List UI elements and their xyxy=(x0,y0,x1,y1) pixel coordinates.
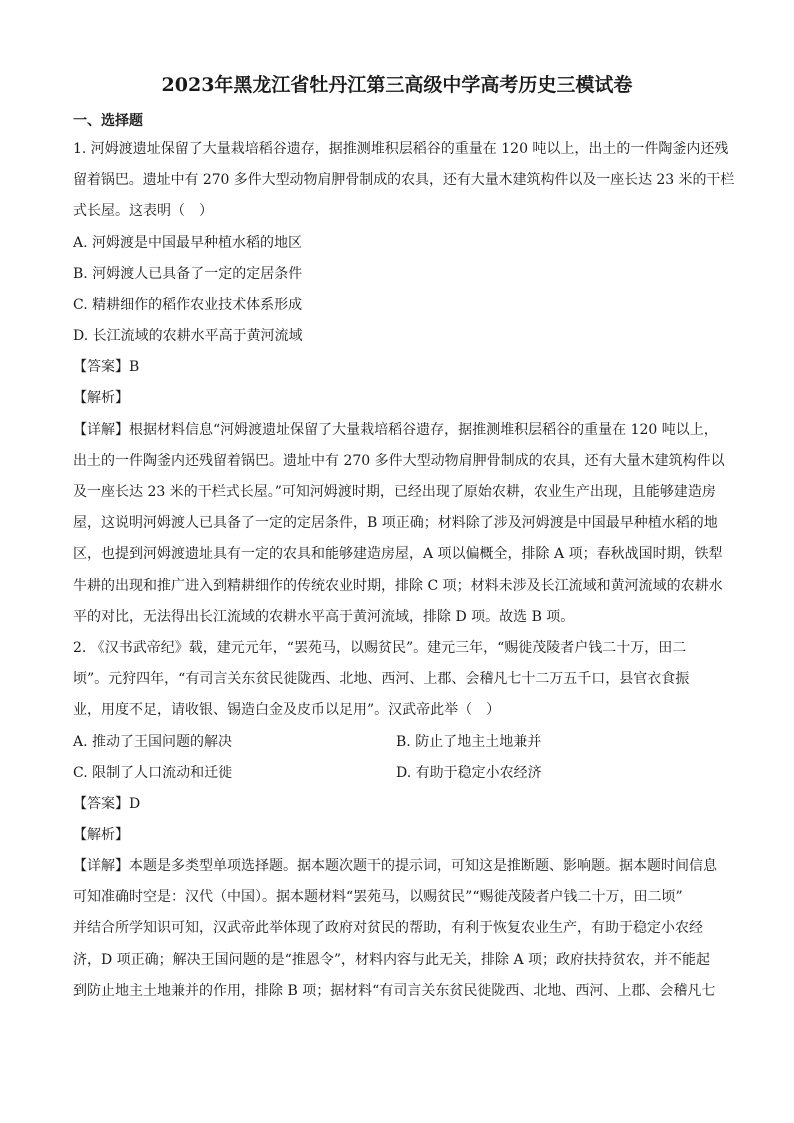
page-title: 2023年黑龙江省牡丹江第三高级中学高考历史三模试卷 xyxy=(161,74,633,96)
q1-option-a: A. 河姆渡是中国最早种植水稻的地区 xyxy=(73,235,303,251)
q2-option-c: C. 限制了人口流动和迁徙 xyxy=(73,765,233,781)
q2-analysis-label: 【解析】 xyxy=(73,827,129,843)
q2-detail-line: 【详解】本题是多类型单项选择题。据本题次题干的提示词，可知这是推断题、影响题。据本题时间信息 xyxy=(73,858,717,874)
q2-answer: 【答案】D xyxy=(73,796,141,812)
q1-detail-line: 及一座长达 23 米的干栏式长屋。”可知河姆渡时期，已经出现了原始农耕，农业生产出现，且能够建造房 xyxy=(73,484,716,500)
q1-detail-line: 屋，这说明河姆渡人已具备了一定的定居条件，B 项正确；材料除了涉及河姆渡是中国最早种植水稻的地 xyxy=(73,515,718,531)
q2-detail-line: 到防止地主土地兼并的作用，排除 B 项；据材料“有司言关东贫民徙陇西、北地、西河、上郡、会稽凡七 xyxy=(73,983,716,999)
q1-option-c: C. 精耕细作的稻作农业技术体系形成 xyxy=(73,297,303,313)
q2-stem-line: 业，用度不足，请收银、锡造白金及皮币以足用”。汉武帝此举（ ） xyxy=(73,702,501,718)
q2-detail-line: 济，D 项正确；解决王国问题的是“推恩令”，材料内容与此无关，排除 A 项；政府扶持贫农，并不能起 xyxy=(73,952,710,968)
section-heading: 一、选择题 xyxy=(73,113,143,129)
q2-option-d: D. 有助于稳定小农经济 xyxy=(396,765,542,781)
q2-stem-line: 顷”。元狩四年，“有司言关东贫民徙陇西、北地、西河、上郡、会稽凡七十二万五千口，县官衣食振 xyxy=(73,671,690,687)
q1-detail-line: 【详解】根据材料信息“河姆渡遗址保留了大量栽培稻谷遗存，据推测堆积层稻谷的重量在 120 吨以上， xyxy=(73,422,718,438)
q2-option-b: B. 防止了地主土地兼并 xyxy=(396,734,542,750)
q2-detail-line: 可知准确时空是：汉代（中国）。据本题材料“罢苑马，以赐贫民”“赐徙茂陵者户钱二十万，田二顷” xyxy=(73,889,683,905)
q1-stem-line: 1. 河姆渡遗址保留了大量栽培稻谷遗存，据推测堆积层稻谷的重量在 120 吨以上，出土的一件陶釜内还残 xyxy=(73,141,729,157)
q1-detail-line: 平的对比，无法得出长江流域的农耕水平高于黄河流域，排除 D 项。故选 B 项。 xyxy=(73,609,575,625)
q1-option-b: B. 河姆渡人已具备了一定的定居条件 xyxy=(73,266,303,282)
q1-detail-line: 出土的一件陶釜内还残留着锅巴。遗址中有 270 多件大型动物肩胛骨制成的农具，还有大量木建筑构件以 xyxy=(73,453,725,469)
q2-option-a: A. 推动了王国问题的解决 xyxy=(73,734,233,750)
q1-answer: 【答案】B xyxy=(73,359,140,375)
q2-detail-line: 并结合所学知识可知，汉武帝此举体现了政府对贫民的帮助，有利于恢复农业生产，有助于稳定小农经 xyxy=(73,920,703,936)
q1-detail-line: 牛耕的出现和推广进入到精耕细作的传统农业时期，排除 C 项；材料未涉及长江流域和黄河流域的农耕水 xyxy=(73,578,723,594)
q2-stem-line: 2. 《汉书武帝纪》载，建元元年，“罢苑马，以赐贫民”。建元三年，“赐徙茂陵者户钱二十万，田二 xyxy=(73,640,687,656)
q1-analysis-label: 【解析】 xyxy=(73,390,129,406)
q1-stem-line: 留着锅巴。遗址中有 270 多件大型动物肩胛骨制成的农具，还有大量木建筑构件以及一座长达 23 米的干栏 xyxy=(73,172,735,188)
q1-stem-line: 式长屋。这表明（ ） xyxy=(73,203,213,219)
q1-option-d: D. 长江流域的农耕水平高于黄河流域 xyxy=(73,328,303,344)
q1-detail-line: 区，也提到河姆渡遗址具有一定的农具和能够建造房屋，A 项以偏概全，排除 A 项；春秋战国时期，铁犁 xyxy=(73,546,723,562)
